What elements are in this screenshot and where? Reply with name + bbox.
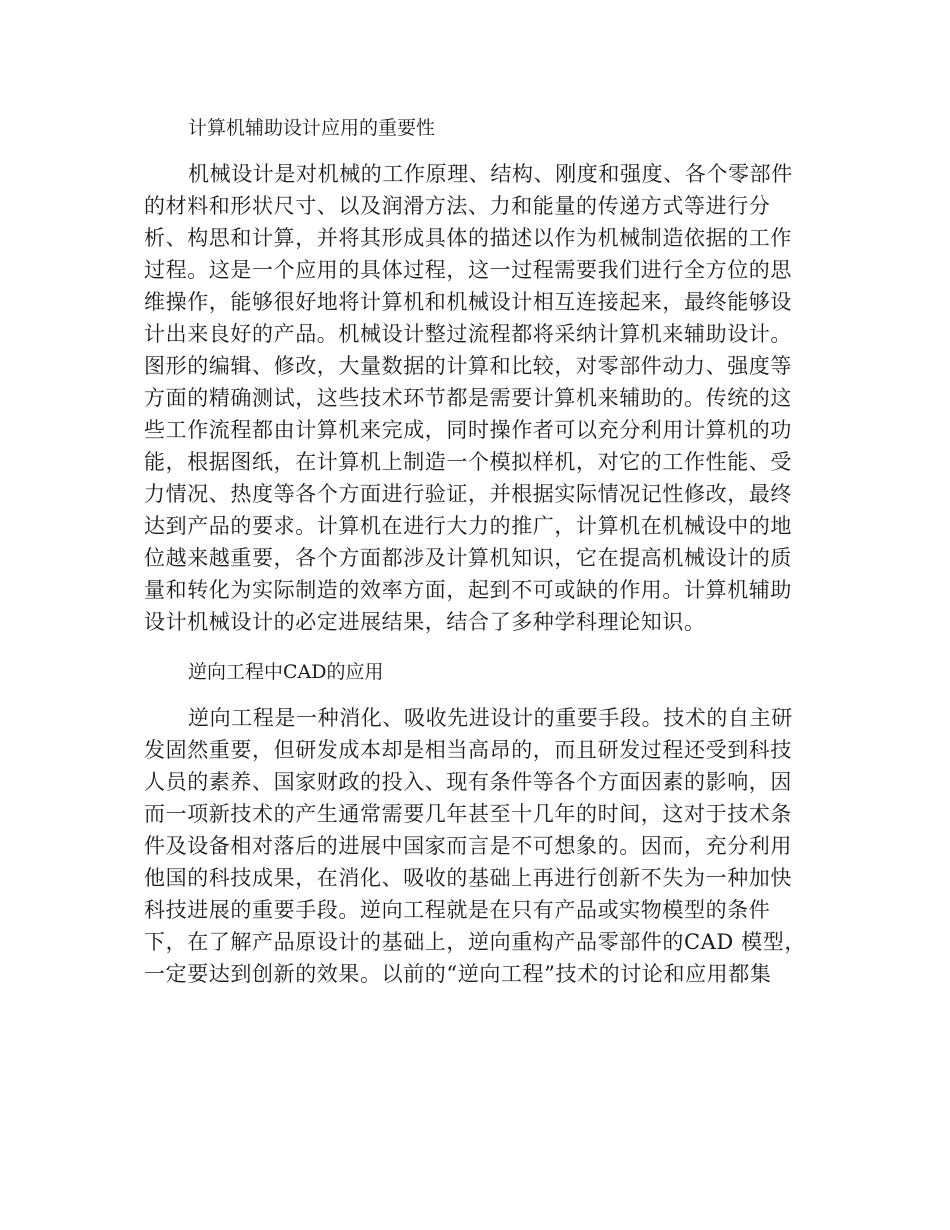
text-line: 些工作流程都由计算机来完成，同时操作者可以充分利用计算机的功 (144, 418, 792, 442)
text-line: 析、构思和计算，并将其形成具体的描述以作为机械制造依据的工作 (144, 226, 792, 250)
text-line: 件及设备相对落后的进展中国家而言是不可想象的。因而，充分利用 (144, 834, 792, 858)
text-line: 设计机械设计的必定进展结果，结合了多种学科理论知识。 (144, 610, 706, 634)
text-line: 下，在了解产品原设计的基础上，逆向重构产品零部件的CAD 模型， (144, 930, 806, 954)
text-line: 逆向工程是一种消化、吸收先进设计的重要手段。技术的自主研 (188, 706, 793, 730)
text-line: 而一项新技术的产生通常需要几年甚至十几年的时间，这对于技术条 (144, 802, 792, 826)
text-line: 发固然重要，但研发成本却是相当高昂的，而且研发过程还受到科技 (144, 738, 792, 762)
text-line: 的材料和形状尺寸、以及润滑方法、力和能量的传递方式等进行分 (144, 194, 771, 218)
text-line: 量和转化为实际制造的效率方面，起到不可或缺的作用。计算机辅助 (144, 578, 792, 602)
text-line: 能，根据图纸，在计算机上制造一个模拟样机，对它的工作性能、受 (144, 450, 792, 474)
text-line: 位越来越重要，各个方面都涉及计算机知识，它在提高机械设计的质 (144, 546, 792, 570)
text-line: 图形的编辑、修改，大量数据的计算和比较，对零部件动力、强度等 (144, 354, 792, 378)
text-line: 力情况、热度等各个方面进行验证，并根据实际情况记性修改，最终 (144, 482, 792, 506)
text-line: 人员的素养、国家财政的投入、现有条件等各个方面因素的影响，因 (144, 770, 792, 794)
text-line: 一定要达到创新的效果。以前的“逆向工程”技术的讨论和应用都集 (144, 962, 772, 986)
section-heading-cad-importance: 计算机辅助设计应用的重要性 (188, 117, 436, 139)
text-line: 他国的科技成果，在消化、吸收的基础上再进行创新不失为一种加快 (144, 866, 792, 890)
text-line: 过程。这是一个应用的具体过程，这一过程需要我们进行全方位的思 (144, 258, 792, 282)
section-paragraph-reverse-engineering (144, 702, 804, 990)
document-body (144, 112, 804, 990)
section-paragraph-cad-importance (144, 158, 804, 638)
text-line: 维操作，能够很好地将计算机和机械设计相互连接起来，最终能够设 (144, 290, 792, 314)
text-line: 计出来良好的产品。机械设计整过流程都将采纳计算机来辅助设计。 (144, 322, 792, 346)
text-line: 方面的精确测试，这些技术环节都是需要计算机来辅助的。传统的这 (144, 386, 792, 410)
text-line: 机械设计是对机械的工作原理、结构、刚度和强度、各个零部件 (188, 162, 793, 186)
text-line: 达到产品的要求。计算机在进行大力的推广，计算机在机械设中的地 (144, 514, 792, 538)
text-line: 科技进展的重要手段。逆向工程就是在只有产品或实物模型的条件 (144, 898, 771, 922)
section-heading-reverse-engineering: 逆向工程中CAD的应用 (188, 661, 384, 683)
